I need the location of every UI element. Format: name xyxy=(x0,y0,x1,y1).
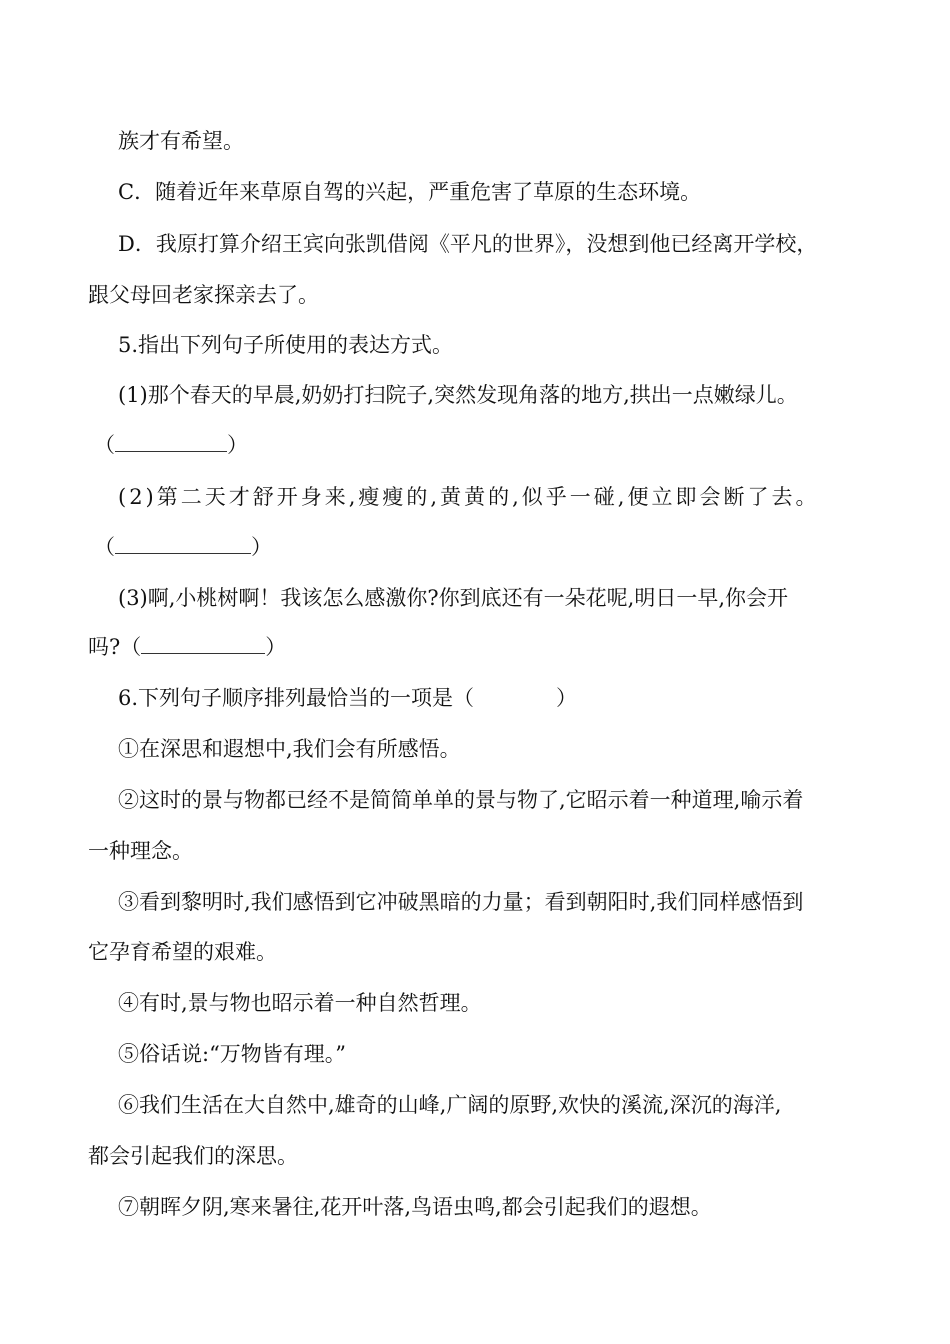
q6-stem-line xyxy=(118,683,577,713)
q6-item-5: ⑤俗话说:“万物皆有理。” xyxy=(118,1042,347,1066)
q6-item-1: ①在深思和遐想中,我们会有所感悟。 xyxy=(118,737,461,761)
answer-blank-1[interactable] xyxy=(115,433,227,452)
q4-option-d-line2: 跟父母回老家探亲去了。 xyxy=(88,283,319,307)
q6-item-6-line2: 都会引起我们的深思。 xyxy=(88,1144,298,1168)
close-paren: ） xyxy=(251,535,272,559)
q5-sentence-1: (1)那个春天的早晨,奶奶打扫院子,突然发现角落的地方,拱出一点嫩绿儿。 xyxy=(118,383,798,407)
open-paren: （ xyxy=(120,635,142,659)
q6-item-3-line2: 它孕育希望的艰难。 xyxy=(88,940,277,964)
answer-blank-3[interactable] xyxy=(141,635,265,654)
q4-option-d-line1: D．我原打算介绍王宾向张凯借阅《平凡的世界》，没想到他已经离开学校， xyxy=(118,232,818,256)
q6-stem: 6.下列句子顺序排列最恰当的一项是（ xyxy=(118,686,475,710)
open-paren: （ xyxy=(94,535,115,559)
q5-sentence-2: (2)第二天才舒开身来,瘦瘦的,黄黄的,似乎一碰,便立即会断了去。 xyxy=(118,485,820,509)
q4-option-c: C．随着近年来草原自驾的兴起，严重危害了草原的生态环境。 xyxy=(118,180,702,204)
q6-item-4: ④有时,景与物也昭示着一种自然哲理。 xyxy=(118,991,482,1015)
q6-item-2-line1: ②这时的景与物都已经不是简简单单的景与物了,它昭示着一种道理,喻示着 xyxy=(118,788,804,812)
q5-stem: 5.指出下列句子所使用的表达方式。 xyxy=(118,333,454,357)
q4-option-b-continuation: 族才有希望。 xyxy=(118,129,244,153)
q5-sentence-3-line2 xyxy=(88,632,286,662)
q5-sentence-3-line1: (3)啊,小桃树啊！我该怎么感激你?你到底还有一朵花呢,明日一早,你会开 xyxy=(118,586,789,610)
q5-sentence-3-end: 吗? xyxy=(88,635,121,659)
q5-answer-1 xyxy=(94,430,248,460)
q6-item-3-line1: ③看到黎明时,我们感悟到它冲破黑暗的力量；看到朝阳时,我们同样感悟到 xyxy=(118,890,804,914)
close-paren: ） xyxy=(265,635,287,659)
open-paren: （ xyxy=(94,433,115,457)
q6-item-6-line1: ⑥我们生活在大自然中,雄奇的山峰,广阔的原野,欢快的溪流,深沉的海洋, xyxy=(118,1093,782,1117)
q5-answer-2 xyxy=(94,532,272,562)
answer-blank-2[interactable] xyxy=(115,535,251,554)
q6-item-7: ⑦朝晖夕阴,寒来暑往,花开叶落,鸟语虫鸣,都会引起我们的遐想。 xyxy=(118,1195,712,1219)
q6-item-2-line2: 一种理念。 xyxy=(88,839,193,863)
close-paren: ） xyxy=(227,433,248,457)
q6-stem-close: ） xyxy=(556,686,578,710)
